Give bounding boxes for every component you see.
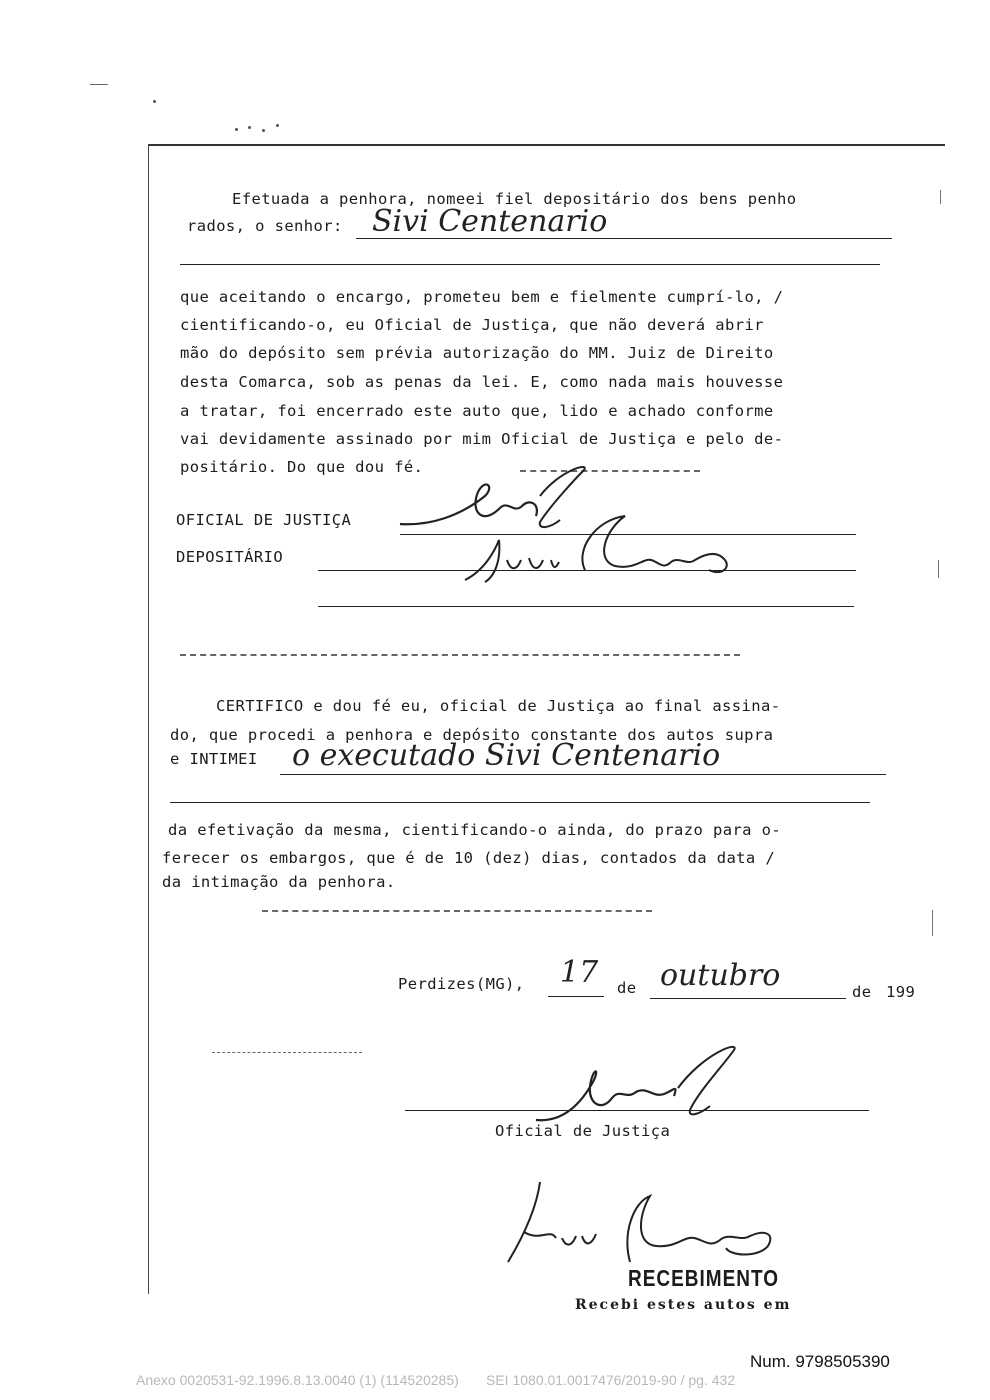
date-month-handwritten: outubro <box>660 958 781 993</box>
oficial-final-signature-line <box>405 1110 869 1111</box>
certidao-paragraph-line: ferecer os embargos, que é de 10 (dez) dias, contados da data / <box>162 849 776 867</box>
intimei-prefix: e INTIMEI <box>170 750 258 768</box>
certidao-line: CERTIFICO e dou fé eu, oficial de Justiça ao final assina- <box>216 697 781 715</box>
scan-speck <box>235 128 238 131</box>
date-place: Perdizes(MG), <box>398 975 525 993</box>
oficial-label: OFICIAL DE JUSTIÇA <box>176 511 352 529</box>
blank-line <box>170 802 870 803</box>
blank-line <box>318 606 854 607</box>
date-de-2: de <box>852 983 872 1001</box>
paragraph-line: desta Comarca, sob as penas da lei. E, como nada mais houvesse <box>180 373 784 391</box>
section-divider <box>262 910 652 912</box>
depositario-label: DEPOSITÁRIO <box>176 548 284 566</box>
paragraph-line: a tratar, foi encerrado este auto que, lido e achado conforme <box>180 402 774 420</box>
name-underline <box>356 238 892 239</box>
date-day-handwritten: 17 <box>560 955 599 990</box>
paragraph-line: vai devidamente assinado por mim Oficial de Justiça e pelo de- <box>180 430 784 448</box>
paragraph-line: cientificando-o, eu Oficial de Justiça, que não deverá abrir <box>180 316 764 334</box>
scan-speck <box>153 100 156 103</box>
paragraph-line: mão do depósito sem prévia autorização do MM. Juiz de Direito <box>180 344 774 362</box>
scan-speck <box>248 126 251 129</box>
depositario-name-handwritten: Sivi Centenario <box>372 204 608 239</box>
certidao-paragraph-line: da intimação da penhora. <box>162 873 396 891</box>
paragraph-line: que aceitando o encargo, prometeu bem e fielmente cumprí-lo, / <box>180 288 784 306</box>
scan-dashes <box>212 1052 362 1053</box>
scan-mark <box>938 560 939 578</box>
document-number: Num. 9798505390 <box>750 1352 890 1371</box>
recebimento-stamp-text: Recebi estes autos em <box>575 1297 792 1313</box>
document-id-footer: Anexo 0020531-92.1996.8.13.0040 (1) (114520285) SEI 1080.01.0017476/2019-90 / pg. 432 <box>136 1372 736 1388</box>
paragraph-line: positário. Do que dou fé. <box>180 458 424 476</box>
section-divider <box>180 654 740 656</box>
scan-mark <box>940 190 941 204</box>
oficial-caption: Oficial de Justiça <box>495 1122 671 1140</box>
month-underline <box>650 998 846 999</box>
scan-mark <box>932 910 933 936</box>
blank-line <box>180 264 880 265</box>
certidao-line: do, que procedi a penhora e depósito constante dos autos supra <box>170 726 774 744</box>
certidao-paragraph-line: da efetivação da mesma, cientificando-o ainda, do prazo para o- <box>168 821 782 839</box>
date-year: 199 <box>886 983 916 1001</box>
scan-speck <box>262 129 265 132</box>
auto-line-2-prefix: rados, o senhor: <box>187 217 343 235</box>
date-de-1: de <box>617 979 637 997</box>
scan-mark <box>90 84 108 85</box>
intimado-handwritten: o executado Sivi Centenario <box>292 738 721 773</box>
recebimento-stamp-title: RECEBIMENTO <box>628 1266 780 1292</box>
form-border-top <box>148 144 945 146</box>
day-underline <box>548 996 604 997</box>
executado-final-signature <box>500 1172 790 1272</box>
depositario-signature <box>455 510 755 590</box>
form-border-left <box>148 144 149 1294</box>
intimado-underline <box>280 774 886 775</box>
auto-line-1: Efetuada a penhora, nomeei fiel depositário dos bens penho <box>232 190 797 208</box>
scan-speck <box>276 124 279 127</box>
